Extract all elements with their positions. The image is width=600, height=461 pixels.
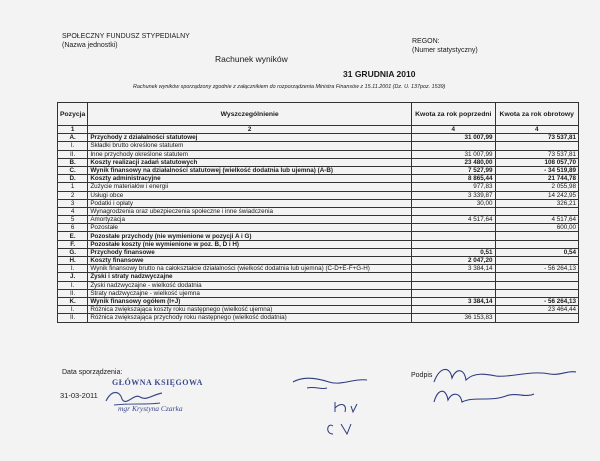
prepared-date: 31-03-2011: [60, 391, 98, 400]
row-amount-current: [495, 273, 578, 281]
row-position: I.: [58, 265, 88, 273]
row-description: Pozostałe przychody (nie wymienione w pozycji A i G): [88, 232, 412, 240]
table-row: [58, 289, 579, 297]
row-amount-previous: 31 007,99: [412, 150, 495, 158]
row-description: Koszty realizacji zadań statutowych: [88, 158, 412, 166]
row-description: Różnica zwiększająca koszty roku następnego (wielkość ujemna): [88, 306, 412, 314]
table-row: [58, 134, 579, 142]
row-position: 2: [58, 191, 88, 199]
table-row: [58, 248, 579, 256]
row-amount-current: [495, 257, 578, 265]
row-position: H.: [58, 257, 88, 265]
row-amount-previous: 31 007,99: [412, 134, 495, 142]
table-header-row: [58, 103, 579, 126]
row-position: D.: [58, 175, 88, 183]
row-description: Pozostałe: [88, 224, 412, 232]
entity-name: SPOŁECZNY FUNDUSZ STYPEDIALNY: [62, 33, 190, 40]
row-position: 6: [58, 224, 88, 232]
board-signature-1: [255, 372, 375, 442]
table-row: [58, 150, 579, 158]
table-row: [58, 158, 579, 166]
table-row: [58, 175, 579, 183]
col-header-previous-year: Kwota za rok poprzedni: [412, 103, 495, 126]
row-amount-current: 21 744,78: [495, 175, 578, 183]
row-position: K.: [58, 297, 88, 305]
stamp-name: mgr Krystyna Czarka: [118, 404, 183, 413]
regon-caption: (Numer statystyczny): [412, 47, 478, 54]
row-amount-previous: 3 384,14: [412, 265, 495, 273]
row-amount-current: [495, 142, 578, 150]
row-position: 4: [58, 207, 88, 215]
row-amount-previous: 3 384,14: [412, 297, 495, 305]
table-row: [58, 257, 579, 265]
col-header-description: Wyszczególnienie: [88, 103, 412, 126]
row-description: Składki brutto określone statutem: [88, 142, 412, 150]
row-description: Zużycie materiałów i energii: [88, 183, 412, 191]
row-description: Usługi obce: [88, 191, 412, 199]
row-description: Inne przychody określone statutem: [88, 150, 412, 158]
stamp-title: GŁÓWNA KSIĘGOWA: [112, 378, 203, 387]
table-row: [58, 297, 579, 305]
row-amount-previous: [412, 224, 495, 232]
row-position: 1: [58, 183, 88, 191]
row-amount-current: 23 464,44: [495, 306, 578, 314]
table-row: [58, 224, 579, 232]
row-position: G.: [58, 248, 88, 256]
row-amount-previous: 36 153,83: [412, 314, 495, 322]
row-amount-previous: [412, 232, 495, 240]
legal-basis: Rachunek wyników sporządzony zgodnie z załącznikiem do rozporządzenia Ministra Finansów z 15.11.2001 (Dz. U. 137poz. 1539): [133, 84, 446, 90]
row-amount-current: [495, 207, 578, 215]
row-description: Pozostałe koszty (nie wymienione w poz. B, D i H): [88, 240, 412, 248]
document-title: Rachunek wyników: [215, 54, 288, 64]
income-statement-table: [57, 102, 579, 323]
row-amount-previous: 4 517,64: [412, 216, 495, 224]
row-position: II.: [58, 289, 88, 297]
row-position: 3: [58, 199, 88, 207]
table-row: [58, 281, 579, 289]
row-description: Koszty administracyjne: [88, 175, 412, 183]
col-number: 1: [58, 126, 88, 134]
table-row: [58, 314, 579, 322]
row-description: Przychody z działalności statutowej: [88, 134, 412, 142]
row-description: Wynik finansowy ogółem (I+J): [88, 297, 412, 305]
row-description: Zyski i straty nadzwyczajne: [88, 273, 412, 281]
row-amount-current: 600,00: [495, 224, 578, 232]
entity-caption: (Nazwa jednostki): [62, 42, 118, 49]
row-position: B.: [58, 158, 88, 166]
row-amount-previous: 3 339,87: [412, 191, 495, 199]
col-number: 4: [412, 126, 495, 134]
row-description: Wynik finansowy na działalności statutowej (wielkość dodatnia lub ujemna) (A-B): [88, 166, 412, 174]
row-amount-current: 4 517,64: [495, 216, 578, 224]
row-position: A.: [58, 134, 88, 142]
col-header-current-year: Kwota za rok obrotowy: [495, 103, 578, 126]
row-description: Zyski nadzwyczajne - wielkość dodatnia: [88, 281, 412, 289]
row-amount-previous: [412, 289, 495, 297]
row-amount-previous: 30,00: [412, 199, 495, 207]
row-amount-current: [495, 240, 578, 248]
table-row: [58, 166, 579, 174]
row-description: Wynagrodzenia oraz ubezpieczenia społeczne i inne świadczenia: [88, 207, 412, 215]
row-amount-current: [495, 314, 578, 322]
row-amount-current: [495, 281, 578, 289]
table-row: [58, 142, 579, 150]
row-position: I.: [58, 306, 88, 314]
row-position: 5: [58, 216, 88, 224]
col-number: 4: [495, 126, 578, 134]
row-description: Podatki i opłaty: [88, 199, 412, 207]
row-amount-current: [495, 289, 578, 297]
row-amount-current: 73 537,81: [495, 150, 578, 158]
row-amount-current: 108 057,70: [495, 158, 578, 166]
row-amount-previous: [412, 240, 495, 248]
row-amount-previous: [412, 142, 495, 150]
row-position: E.: [58, 232, 88, 240]
row-description: Straty nadzwyczajne - wielkość ujemna: [88, 289, 412, 297]
row-amount-previous: 2 047,20: [412, 257, 495, 265]
row-position: C.: [58, 166, 88, 174]
table-row: [58, 306, 579, 314]
table-row: [58, 240, 579, 248]
row-amount-current: - 56 264,13: [495, 265, 578, 273]
row-description: Wynik finansowy brutto na całokształcie działalności (wielkość dodatnia lub ujemna) (C-D+E-F+G-H): [88, 265, 412, 273]
table-row: [58, 207, 579, 215]
row-amount-previous: 977,83: [412, 183, 495, 191]
row-amount-current: 326,21: [495, 199, 578, 207]
row-amount-previous: 0,51: [412, 248, 495, 256]
row-description: Koszty finansowe: [88, 257, 412, 265]
report-date: 31 GRUDNIA 2010: [343, 69, 416, 79]
row-amount-current: 73 537,81: [495, 134, 578, 142]
row-amount-current: [495, 232, 578, 240]
row-position: I.: [58, 142, 88, 150]
row-description: Różnica zwiększająca przychody roku następnego (wielkość dodatnia): [88, 314, 412, 322]
row-position: J.: [58, 273, 88, 281]
col-header-position: Pozycja: [58, 103, 88, 126]
column-numbering-row: [58, 126, 579, 134]
accountant-signature: [100, 383, 170, 413]
row-amount-previous: [412, 273, 495, 281]
board-signature-2: [430, 362, 580, 417]
table-row: [58, 232, 579, 240]
table-row: [58, 199, 579, 207]
row-position: II.: [58, 150, 88, 158]
regon-label: REGON:: [412, 38, 440, 45]
table-row: [58, 183, 579, 191]
row-position: II.: [58, 314, 88, 322]
prepared-date-label: Data sporządzenia:: [62, 369, 123, 376]
row-description: Przychody finansowe: [88, 248, 412, 256]
row-amount-current: - 56 264,13: [495, 297, 578, 305]
row-amount-previous: 7 527,99: [412, 166, 495, 174]
row-position: F.: [58, 240, 88, 248]
row-amount-previous: 8 865,44: [412, 175, 495, 183]
table-row: [58, 191, 579, 199]
row-position: I.: [58, 281, 88, 289]
row-amount-current: 14 242,95: [495, 191, 578, 199]
row-amount-current: - 34 519,89: [495, 166, 578, 174]
signature-label: Podpis: [411, 372, 433, 379]
row-amount-current: 2 055,98: [495, 183, 578, 191]
table-row: [58, 216, 579, 224]
row-amount-previous: 23 480,00: [412, 158, 495, 166]
row-amount-previous: [412, 306, 495, 314]
row-amount-previous: [412, 281, 495, 289]
col-number: 2: [88, 126, 412, 134]
table-row: [58, 265, 579, 273]
row-amount-current: 0,54: [495, 248, 578, 256]
row-description: Amortyzacja: [88, 216, 412, 224]
row-amount-previous: [412, 207, 495, 215]
table-row: [58, 273, 579, 281]
